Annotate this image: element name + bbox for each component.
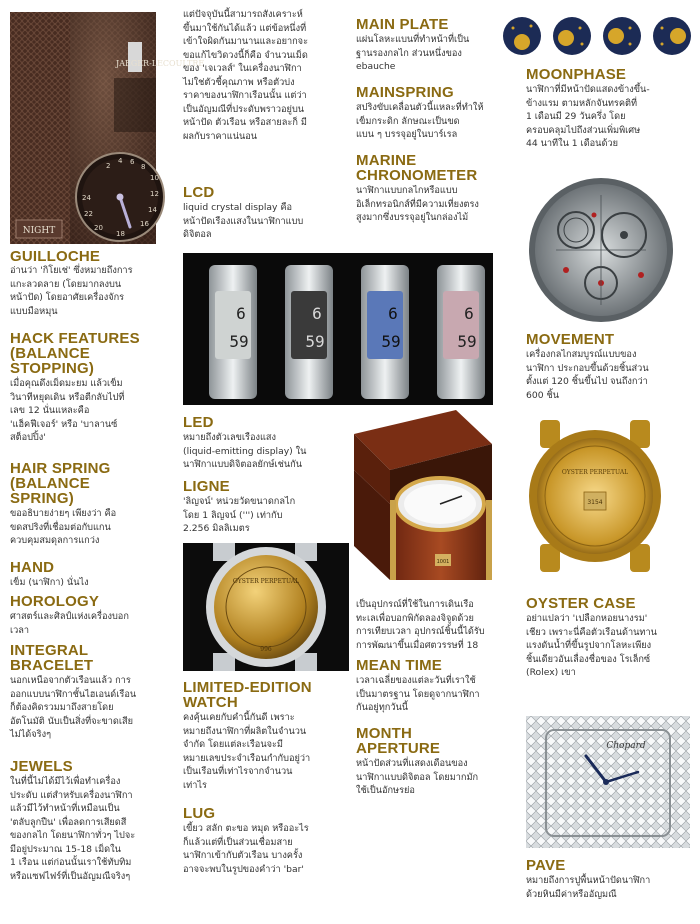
lcd-digit-top: 6 bbox=[312, 304, 322, 323]
term-hand: HAND bbox=[10, 559, 55, 576]
def-hand: เข็ม (นาฬิกา) นั่นไง bbox=[10, 577, 89, 588]
caseback-engraving: OYSTER PERPETUAL bbox=[232, 578, 300, 585]
term-integral-bracelet: INTEGRAL BRACELET bbox=[10, 642, 94, 674]
term-hair-spring: HAIR SPRING (BALANCE SPRING) bbox=[10, 460, 111, 507]
jlc-dial-number: 8 bbox=[141, 163, 146, 171]
jlc-dial-number: 4 bbox=[118, 157, 123, 165]
caseback-number: 996 bbox=[260, 646, 272, 653]
lcd-digit-bottom: 59 bbox=[305, 332, 325, 351]
moonphase-disc-1 bbox=[503, 17, 541, 55]
def-lug: เขี้ยว สลัก ตะขอ หมุด หรืออะไร ก็แล้วแต่ที่เป็นส่วนเชื่อมสาย นาฬิกาเข้ากับตัวเรือน บางครั้ง อาจจะพบในรูปของคำว่า 'bar' bbox=[183, 823, 309, 875]
def-jewels-continued: แต่ปัจจุบันนี้สามารถสังเคราะห์ ขึ้นมาใช้กันได้แล้ว แต่ข้อหนึ่งที่ เข้าใจผิดกันมานานและอยากจะ ขอแก้ไขวิดวงนี้ก็คือ จำนวนเม็ด ของ 'เจเวลส์' ในเครื่องนาฬิกา ไม่ใช่ตัวชี้คุณภาพ หรือตัวบ่ง ราคาของนาฬิกาเรือนนั้น แต่ว่า เป็นอัญมณีที่ประดับพราวอยู่บน หน้าปัด ตัวเรือน หรือสายละก็ มี ผลกับราคาแน่นอน bbox=[183, 9, 309, 142]
pave-brand-label: Chopard bbox=[606, 741, 646, 751]
lcd-digit-bottom: 59 bbox=[381, 332, 401, 351]
def-moonphase: นาฬิกาที่มีหน้าปัดแสดงข้างขึ้น- ข้างแรม ตามหลักจันทรคติที่ 1 เดือนมี 29 วันครึ่ง โดย ครอบคลุมไปถึงส่วนเพิ่มพิเศษ 44 นาทีใน 1 เดือนด้วย bbox=[526, 84, 650, 149]
oyster-case-number: 3154 bbox=[587, 499, 603, 506]
oyster-case-engraving: OYSTER PERPETUAL bbox=[561, 469, 629, 476]
def-ligne: 'ลิญจน์' หน่วยวัดขนาดกลไก โดย 1 ลิญจน์ (''') เท่ากับ 2.256 มิลลิเมตร bbox=[183, 496, 296, 534]
lcd-watch-2 bbox=[285, 265, 333, 399]
chronometer-svg bbox=[340, 404, 500, 586]
def-integral-bracelet: นอกเหนือจากตัวเรือนแล้ว การ ออกแบบนาฬิกาชั้นไฮเอนด์เรือน ก็ต้องคิดรวมมาถึงสายโดย อัตโนมัติ นับเป็นสิ่งที่จะขาดเสีย ไม่ได้จริงๆ bbox=[10, 675, 137, 740]
moonphase-icons bbox=[502, 16, 694, 58]
term-lug: LUG bbox=[183, 805, 216, 822]
caseback-svg bbox=[183, 543, 349, 671]
lcd-watch-4 bbox=[437, 265, 485, 399]
oyster-case-svg bbox=[520, 410, 670, 582]
term-month-aperture: MONTH APERTURE bbox=[356, 725, 441, 757]
marine-chronometer-photo bbox=[340, 404, 500, 586]
jlc-brand-label: JAEGER-LECOULTRE bbox=[116, 59, 205, 68]
def-movement: เครื่องกลไกสมบูรณ์แบบของ นาฬิกา ประกอบขึ้นด้วยชิ้นส่วน ตั้งแต่ 120 ชิ้นขึ้นไป จนถึงกว่า 600 ชิ้น bbox=[526, 349, 649, 401]
lcd-digit-top: 6 bbox=[236, 304, 246, 323]
term-main-plate: MAIN PLATE bbox=[356, 16, 449, 33]
moonphase-disc-4 bbox=[653, 17, 691, 55]
jlc-dial-number: 10 bbox=[150, 174, 159, 182]
def-lcd: liquid crystal display คือ หน้าปัดเรืองแสงในนาฬิกาแบบ ดิจิตอล bbox=[183, 202, 304, 240]
def-hair-spring: ขออธิบายง่ายๆ เพียงว่า คือ ขดสปริงที่เชื่อมต่อกับแกน ควบคุมสมดุลการแกว่ง bbox=[10, 508, 117, 546]
term-led: LED bbox=[183, 414, 214, 431]
lcd-watch-3 bbox=[361, 265, 409, 399]
term-lcd: LCD bbox=[183, 184, 215, 201]
movement-photo bbox=[526, 175, 676, 325]
jlc-dial-number: 2 bbox=[106, 162, 111, 170]
lcd-digit-top: 6 bbox=[388, 304, 398, 323]
def-limited-edition-watch: คงคุ้นเคยกับคำนี้กันดี เพราะ หมายถึงนาฬิกาที่ผลิตในจำนวน จำกัด โดยแต่ละเรือนจะมี หมายเลขประจำเรือนกำกับอยู่ว่า เป็นเรือนที่เท่าไรจากจำนวน เท่าไร bbox=[183, 712, 311, 791]
def-horology: ศาสตร์และศิลป์แห่งเครื่องบอก เวลา bbox=[10, 611, 129, 636]
moonphase-disc-3 bbox=[603, 17, 641, 55]
def-guilloche: อ่านว่า 'กิโยเช่' ซึ่งหมายถึงการ แกะลวดลาย (โดยมากลงบน หน้าปัด) โดยอาศัยเครื่องจักร แบบมือหมุน bbox=[10, 265, 133, 317]
def-oyster-case: อย่าแปลว่า 'เปลือกหอยนางรม' เชียว เพราะนี่คือตัวเรือนด้านทาน แรงดันน้ำที่ขึ้นรูปจากโลหะเพียง ชิ้นเดียวอันเลื่องชื่อของ โรเล็กซ์ (Rolex) เขา bbox=[526, 613, 657, 678]
def-jewels: ในที่นี้ไม่ได้มีไว้เพื่อทำเครื่อง ประดับ แต่สำหรับเครื่องนาฬิกา แล้วมีไว้ทำหน้าที่เหมือนเป็น 'ตลับลูกปืน' เพื่อลดการเสียดสี ของกลไก โดยนาฬิกาทั่วๆ ไปจะ มีอยู่ประมาณ 15-18 เม็ดใน 1 เรือน แต่ก่อนนั้นเราใช้ทับทิม หรือแซฟไฟร์ที่เป็นอัญมณีจริงๆ bbox=[10, 776, 136, 882]
jlc-dial-number: 14 bbox=[148, 206, 157, 214]
def-marine-chronometer: นาฬิกาแบบกลไกหรือแบบ อิเล็กทรอนิกส์ที่มีความเที่ยงตรง สูงมากซึ่งบรรจุอยู่ในกล่องไม้ bbox=[356, 185, 479, 223]
oyster-case-photo bbox=[520, 410, 670, 582]
def-month-aperture: หน้าปัดส่วนที่แสดงเดือนของ นาฬิกาแบบดิจิตอล โดยมากมัก ใช้เป็นอักษรย่อ bbox=[356, 758, 479, 796]
lcd-watches-photo bbox=[183, 253, 493, 405]
term-oyster-case: OYSTER CASE bbox=[526, 595, 636, 612]
jlc-dial-number: 20 bbox=[94, 224, 103, 232]
term-marine-chronometer: MARINE CHRONOMETER bbox=[356, 152, 478, 184]
term-mean-time: MEAN TIME bbox=[356, 657, 442, 674]
term-pave: PAVE bbox=[526, 857, 566, 874]
term-movement: MOVEMENT bbox=[526, 331, 615, 348]
term-horology: HOROLOGY bbox=[10, 593, 100, 610]
def-marine-chronometer-continued: เป็นอุปกรณ์ที่ใช้ในการเดินเรือ ทะเลเพื่อบอกพิกัดลองจิจูดด้วย การเทียบเวลา อุปกรณ์ชิ้นนี้ได้รับ การพัฒนาขึ้นเมื่อศตวรรษที่ 18 bbox=[356, 599, 485, 651]
movement-svg bbox=[526, 175, 676, 325]
pave-svg bbox=[526, 716, 690, 848]
def-pave: หมายถึงการปูพื้นหน้าปัดนาฬิกา ด้วยหินมีค่าหรืออัญมณี bbox=[526, 875, 651, 900]
watch-caseback-photo bbox=[183, 543, 349, 671]
pave-watch-photo bbox=[526, 716, 690, 848]
def-mean-time: เวลาเฉลี่ยของแต่ละวันที่เราใช้ เป็นมาตรฐาน โดยดูจากนาฬิกา กันอยู่ทุกวันนี้ bbox=[356, 675, 480, 713]
jlc-dial-number: 22 bbox=[84, 210, 93, 218]
moonphase-disc-2 bbox=[553, 17, 591, 55]
term-guilloche: GUILLOCHE bbox=[10, 248, 101, 265]
lcd-digit-bottom: 59 bbox=[229, 332, 249, 351]
jlc-dial-number: 12 bbox=[150, 190, 159, 198]
jlc-dial-number: 6 bbox=[130, 158, 135, 166]
term-jewels: JEWELS bbox=[10, 758, 73, 775]
lcd-digit-bottom: 59 bbox=[457, 332, 477, 351]
moonphase-svg bbox=[502, 16, 694, 58]
term-mainspring: MAINSPRING bbox=[356, 84, 454, 101]
jlc-night-label: NIGHT bbox=[22, 226, 56, 236]
term-moonphase: MOONPHASE bbox=[526, 66, 627, 83]
lcd-watches-svg bbox=[183, 253, 493, 405]
jlc-dial-number: 16 bbox=[140, 220, 149, 228]
term-hack-features: HACK FEATURES (BALANCE STOPPING) bbox=[10, 330, 140, 377]
lcd-digit-top: 6 bbox=[464, 304, 474, 323]
def-led: หมายถึงตัวเลขเรืองแสง (liquid-emitting display) ใน นาฬิกาแบบดิจิตอลยักษ์เช่นกัน bbox=[183, 432, 307, 470]
lcd-watch-1 bbox=[209, 265, 257, 399]
jlc-dial-number: 24 bbox=[82, 194, 91, 202]
def-hack-features: เมื่อคุณดึงเม็ดมะยม แล้วเข็ม วินาทีหยุดเดิน หรือตีกลับไปที่ เลข 12 นั่นแหละคือ 'แฮ็คฟีเจอร์' หรือ 'บาลานซ์ สต็อปปิ้ง' bbox=[10, 378, 125, 443]
term-limited-edition-watch: LIMITED-EDITION WATCH bbox=[183, 679, 312, 711]
def-mainspring: สปริงขับเคลื่อนตัวนี้แหละที่ทำให้ เข็มกระดิก ลักษณะเป็นขด แบน ๆ บรรจุอยู่ในบาร์เรล bbox=[356, 102, 484, 140]
chronometer-plaque: 1001 bbox=[436, 559, 450, 565]
def-main-plate: แผ่นโลหะแบนที่ทำหน้าที่เป็น ฐานรองกลไก ส่วนหนึ่งของ ebauche bbox=[356, 34, 470, 72]
term-ligne: LIGNE bbox=[183, 478, 230, 495]
jlc-dial-number: 18 bbox=[116, 230, 125, 238]
